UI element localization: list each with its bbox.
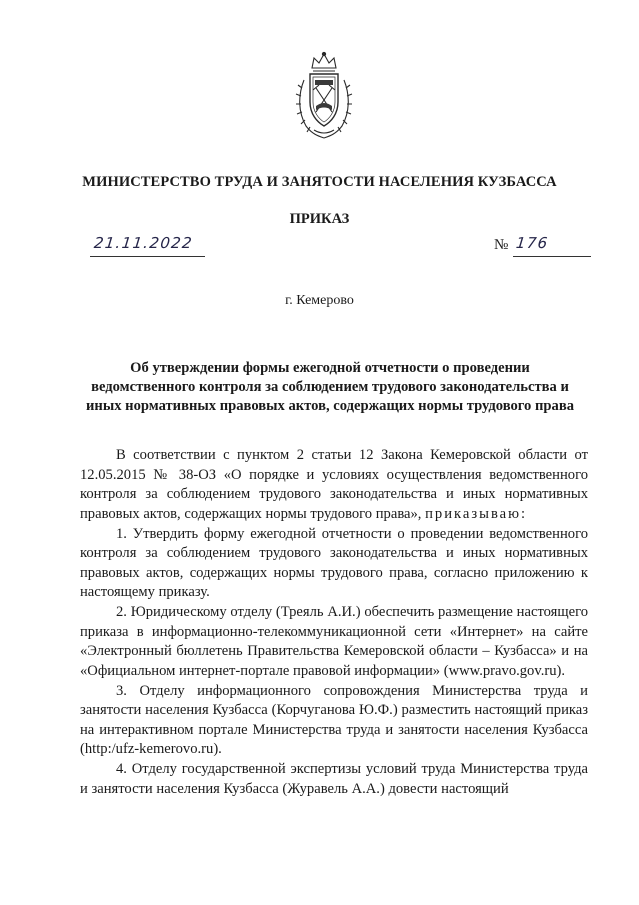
order-number-label: №: [494, 237, 509, 253]
subject-line: иных нормативных правовых актов, содержащих нормы трудового права: [86, 398, 574, 414]
subject-line: Об утверждении формы ежегодной отчетности о проведении: [130, 360, 530, 376]
order-item-4: 4. Отделу государственной экспертизы условий труда Министерства труда и занятости населения Кузбасса (Журавель А.А.) довести настоящий: [80, 761, 588, 797]
order-subject: [70, 359, 590, 416]
subject-line: ведомственного контроля за соблюдением трудового законодательства и: [91, 379, 569, 395]
coat-of-arms-icon: [292, 50, 356, 144]
order-item-1: 1. Утвердить форму ежегодной отчетности о проведении ведомственного контроля за соблюдением трудового законодательства и иных нормативных правовых актов, содержащих нормы трудового права, согласно приложению к настоящему приказу.: [80, 525, 588, 600]
order-body: [80, 446, 588, 799]
order-word: приказываю:: [425, 505, 528, 522]
ministry-name: МИНИСТЕРСТВО ТРУДА И ЗАНЯТОСТИ НАСЕЛЕНИЯ КУЗБАССА: [82, 174, 557, 190]
city: г. Кемерово: [285, 293, 354, 308]
order-number: 176: [515, 234, 550, 252]
preamble-paragraph: [80, 446, 588, 524]
order-date-field: [90, 236, 205, 257]
preamble-text: В соответствии с пунктом 2 статьи 12 Закона Кемеровской области от 12.05.2015 № 38-ОЗ «О порядке и условиях осуществления ведомственного контроля за соблюдением трудового законодательства и иных нормативных правовых актов, содержащих нормы трудового права»,: [80, 447, 588, 522]
document-type: ПРИКАЗ: [289, 211, 350, 227]
order-item-3: 3. Отделу информационного сопровождения Министерства труда и занятости населения Кузбасса (Корчуганова Ю.Ф.) разместить настоящий приказ на интерактивном портале Министерства труда и занятости населения Кузбасса (http:/ufz-kemerovo.ru).: [80, 682, 588, 757]
order-number-field: [513, 236, 591, 257]
order-item-2: 2. Юридическому отделу (Треяль А.И.) обеспечить размещение настоящего приказа в информационно-телекоммуникационной сети «Интернет» на сайте «Электронный бюллетень Правительства Кемеровской области – Кузбасса» и на «Официальном интернет-портале правовой информации» (www.pravo.gov.ru).: [80, 604, 588, 679]
order-date: 21.11.2022: [93, 234, 194, 252]
